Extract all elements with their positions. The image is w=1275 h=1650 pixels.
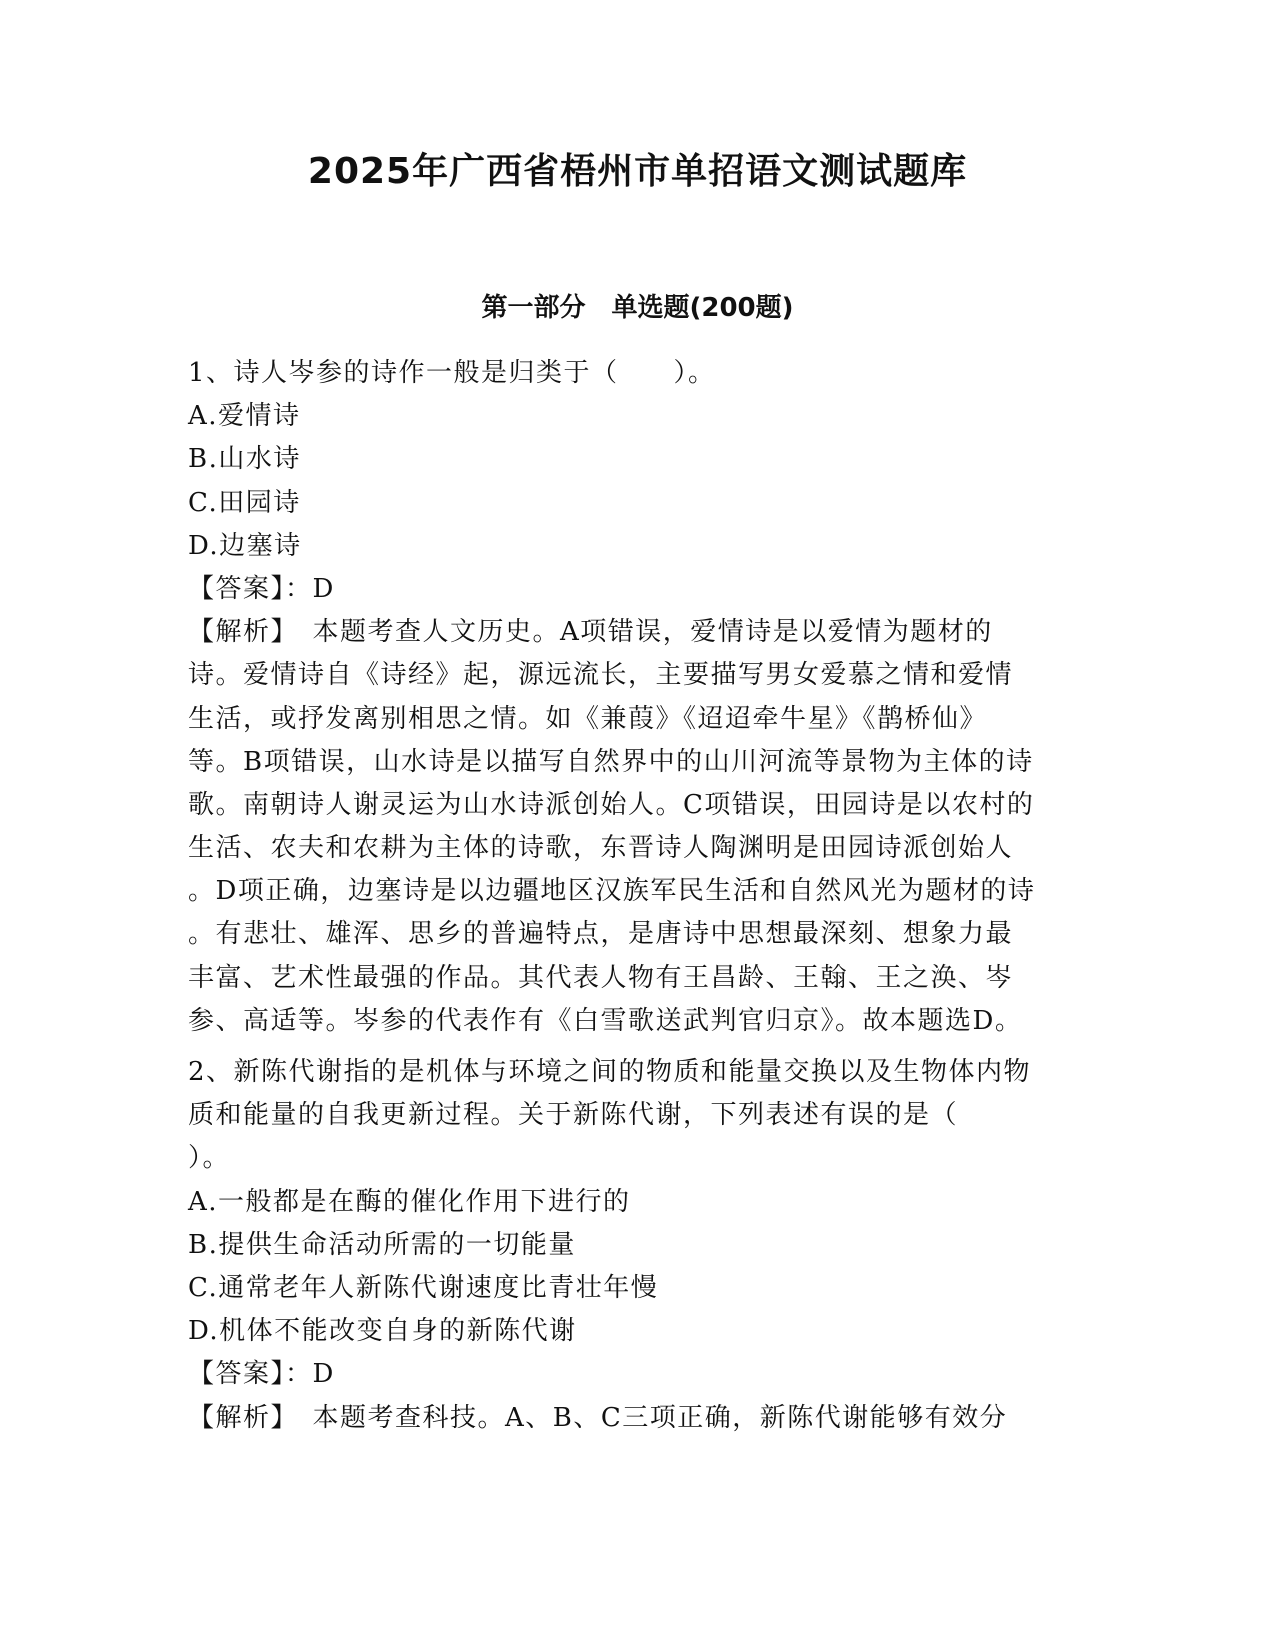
analysis-line: 歌。南朝诗人谢灵运为山水诗派创始人。C项错误，田园诗是以农村的 [188, 789, 1035, 820]
question-list [188, 352, 1088, 1440]
question-stem-line: 1、诗人岑参的诗作一般是归类于（ ）。 [188, 358, 716, 388]
option-d: D.机体不能改变自身的新陈代谢 [188, 1316, 577, 1347]
option-a: A.一般都是在酶的催化作用下进行的 [188, 1186, 631, 1217]
document-title: 2025年广西省梧州市单招语文测试题库 [307, 151, 968, 192]
question-2 [188, 1051, 1088, 1440]
option-d: D.边塞诗 [188, 530, 302, 561]
analysis-line: 。有悲壮、雄浑、思乡的普遍特点，是唐诗中思想最深刻、想象力最 [188, 919, 1014, 950]
answer: 【答案】：D [188, 1359, 335, 1390]
question-stem-line: 2、新陈代谢指的是机体与环境之间的物质和能量交换以及生物体内物 [188, 1057, 1032, 1087]
analysis-line: 丰富、艺术性最强的作品。其代表人物有王昌龄、王翰、王之涣、岑 [188, 962, 1014, 993]
option-b: B.提供生命活动所需的一切能量 [188, 1229, 576, 1260]
analysis-line: 等。B项错误，山水诗是以描写自然界中的山川河流等景物为主体的诗 [188, 746, 1034, 777]
analysis-line: 诗。爱情诗自《诗经》起，源远流长，主要描写男女爱慕之情和爱情 [188, 660, 1014, 691]
analysis-line: 【解析】 本题考查人文历史。A项错误，爱情诗是以爱情为题材的 [188, 617, 993, 648]
analysis-line: 生活、农夫和农耕为主体的诗歌，东晋诗人陶渊明是田园诗派创始人 [188, 833, 1014, 864]
question-stem-line: 质和能量的自我更新过程。关于新陈代谢，下列表述有误的是（ [188, 1100, 959, 1131]
analysis-line: 参、高适等。岑参的代表作有《白雪歌送武判官归京》。故本题选D。 [188, 1005, 1023, 1036]
section-title: 第一部分 单选题(200题) [481, 293, 794, 323]
option-c: C.通常老年人新陈代谢速度比青壮年慢 [188, 1272, 659, 1303]
option-b: B.山水诗 [188, 444, 301, 475]
question-stem-line: ）。 [188, 1143, 231, 1174]
analysis-line: 。D项正确，边塞诗是以边疆地区汉族军民生活和自然风光为题材的诗 [188, 876, 1036, 907]
analysis-line: 生活，或抒发离别相思之情。如《兼葭》《迢迢牵牛星》《鹊桥仙》 [188, 703, 988, 734]
analysis-line: 【解析】 本题考查科技。A、B、C三项正确，新陈代谢能够有效分 [188, 1402, 1008, 1433]
question-spacer [188, 1043, 1088, 1051]
option-c: C.田园诗 [188, 487, 301, 518]
question-1 [188, 352, 1088, 1043]
answer: 【答案】：D [188, 573, 335, 604]
option-a: A.爱情诗 [188, 401, 301, 432]
